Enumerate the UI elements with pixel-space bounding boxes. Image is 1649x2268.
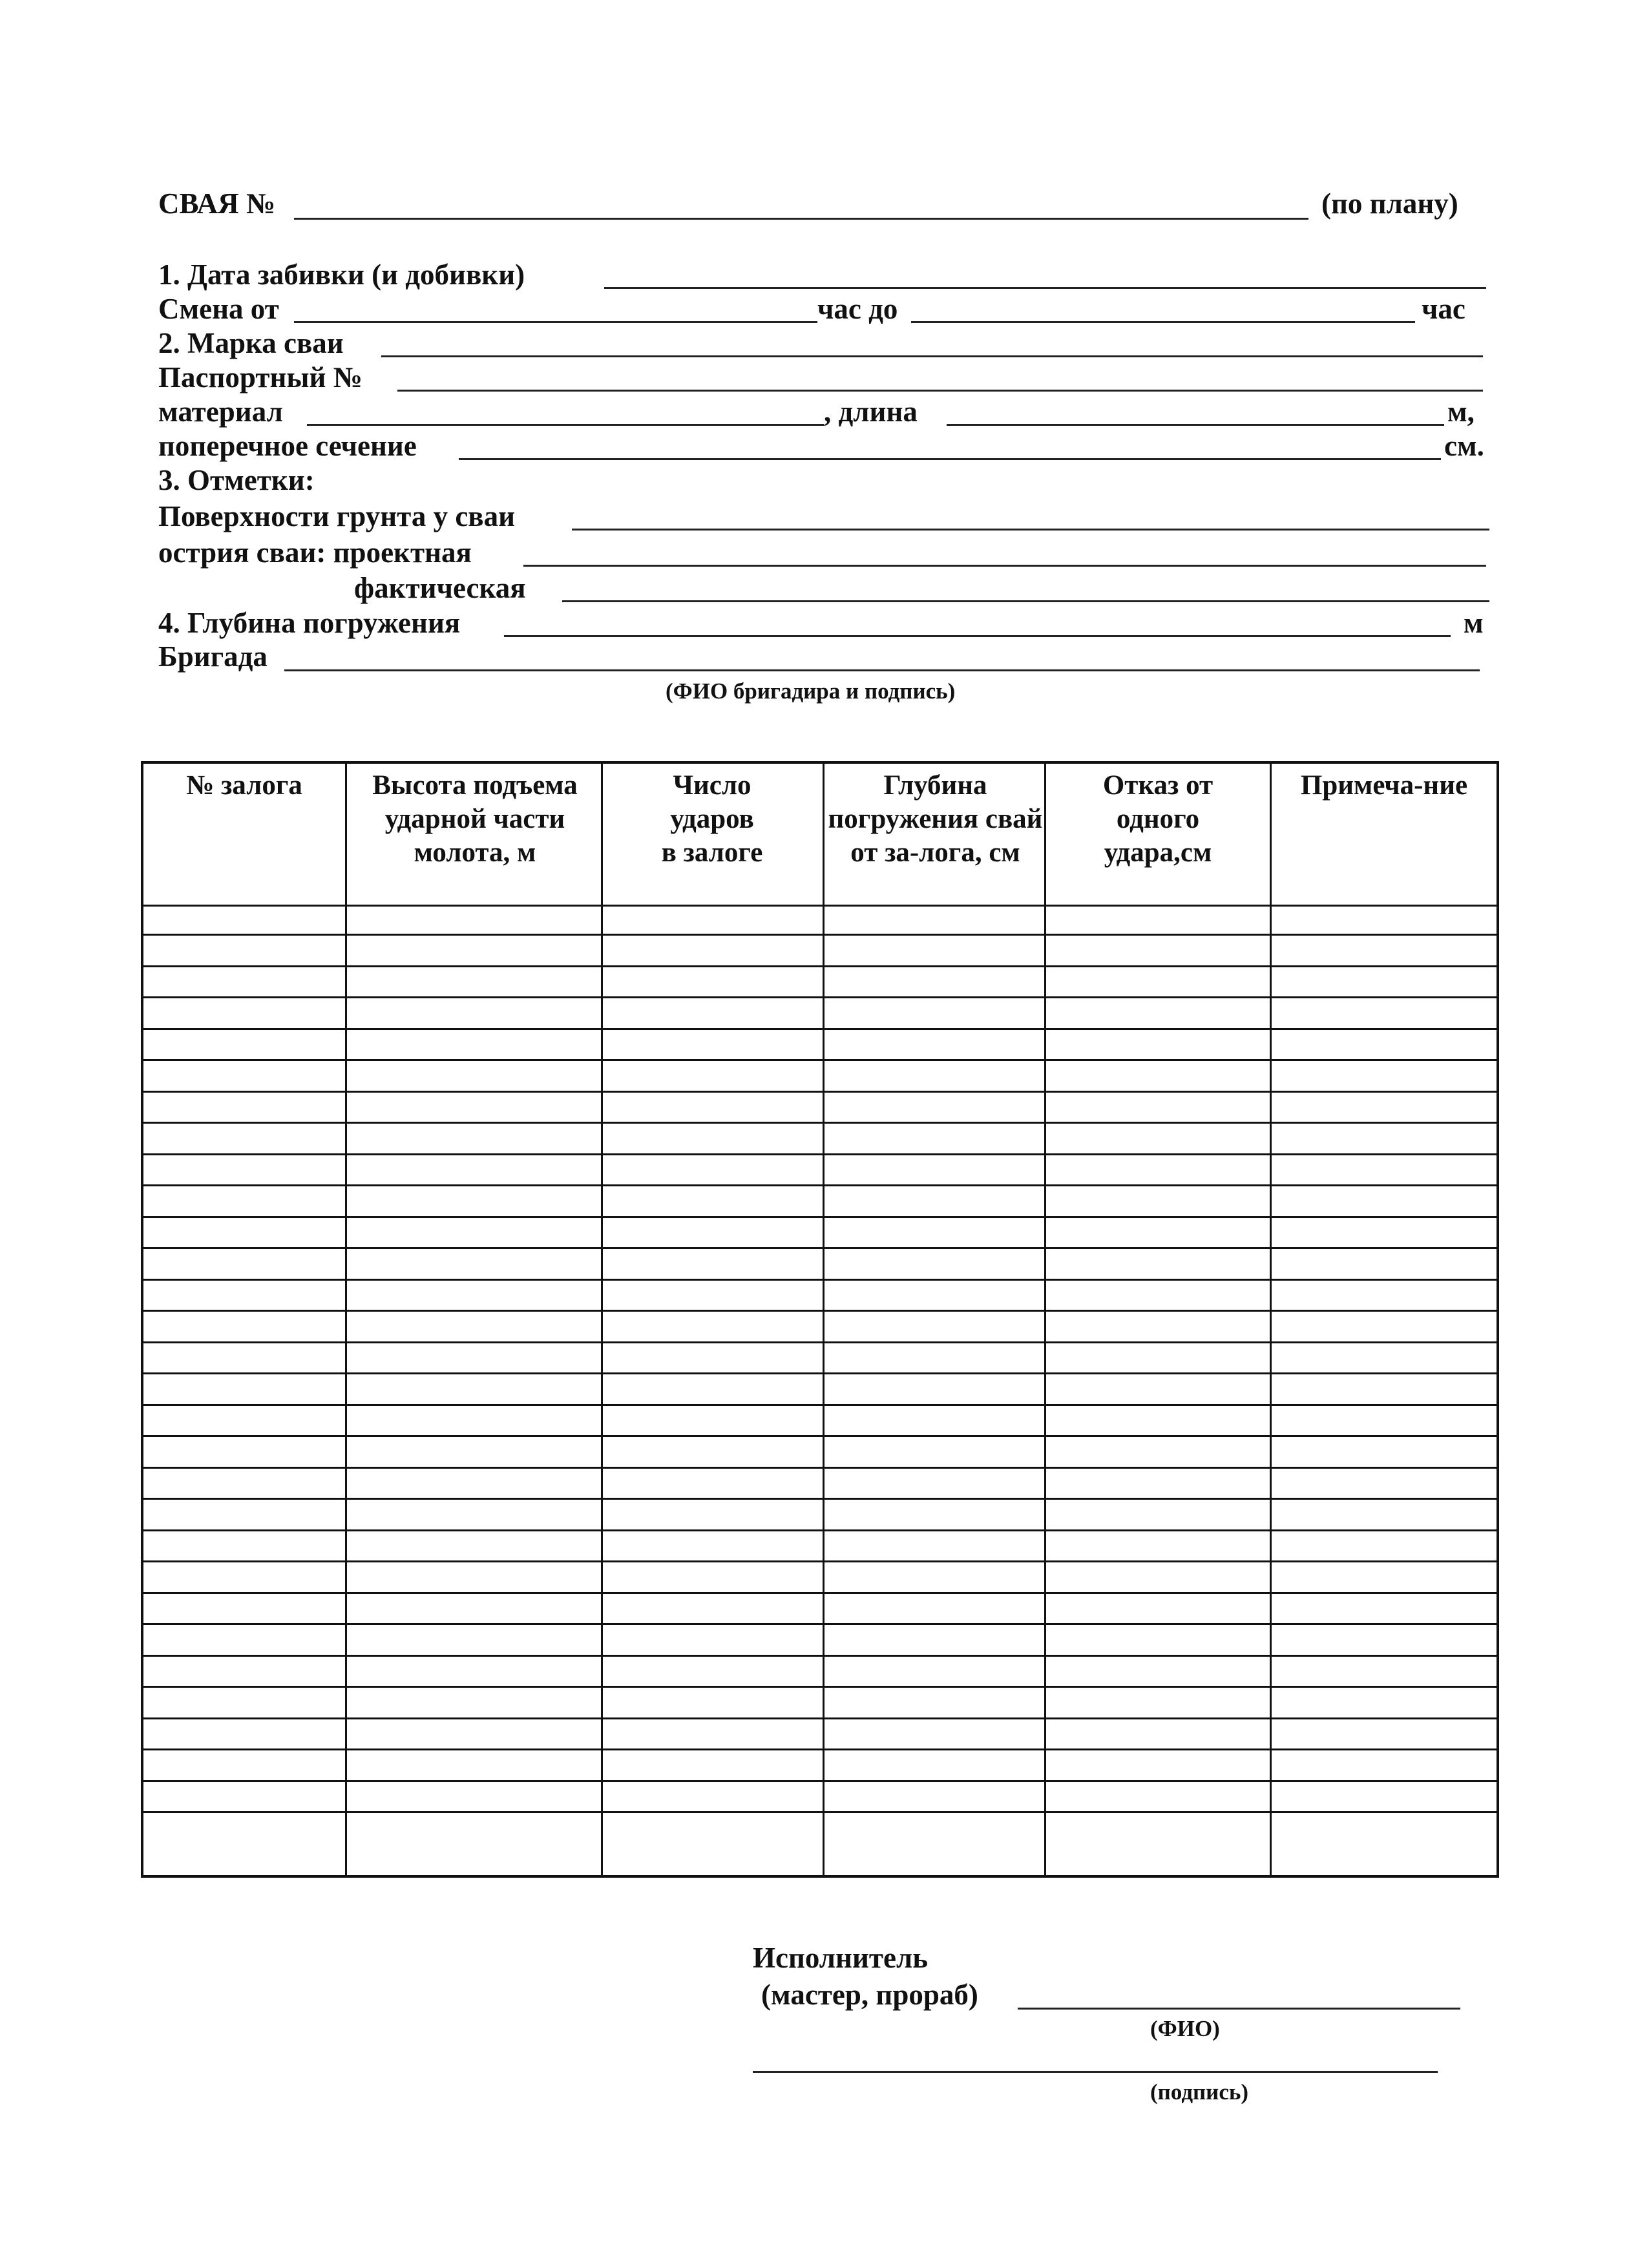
ground-field[interactable]: [572, 529, 1489, 530]
date-field[interactable]: [604, 287, 1486, 289]
depth-label: 4. Глубина погружения: [158, 607, 461, 639]
table-row[interactable]: [143, 1375, 1497, 1406]
table-row[interactable]: [143, 1751, 1497, 1782]
length-field[interactable]: [947, 424, 1444, 426]
table-row[interactable]: [143, 1626, 1497, 1657]
table-row[interactable]: [143, 905, 1497, 936]
table-row[interactable]: [143, 967, 1497, 998]
fio-field[interactable]: [1018, 2008, 1460, 2010]
table-row[interactable]: [143, 1187, 1497, 1218]
passport-label: Паспортный №: [158, 361, 362, 394]
table-row[interactable]: [143, 1688, 1497, 1719]
table-row[interactable]: [143, 1030, 1497, 1061]
pile-number-field[interactable]: [294, 218, 1308, 220]
executor-label: Исполнитель: [753, 1942, 929, 1974]
table-row[interactable]: [143, 1155, 1497, 1186]
hour-to-label: час до: [817, 293, 898, 325]
table-row[interactable]: [143, 1657, 1497, 1688]
header-load-number: № залога: [186, 770, 302, 801]
table-row[interactable]: [143, 1469, 1497, 1500]
brand-field[interactable]: [381, 355, 1483, 357]
date-label: 1. Дата забивки (и добивки): [158, 258, 525, 291]
brand-label: 2. Марка сваи: [158, 327, 344, 359]
material-field[interactable]: [307, 424, 824, 426]
m-label: м: [1464, 607, 1484, 639]
table-row[interactable]: [143, 1093, 1497, 1124]
table-row[interactable]: [143, 999, 1497, 1030]
tip-design-label: острия сваи: проектная: [158, 536, 472, 569]
brigade-field[interactable]: [284, 669, 1480, 671]
brigade-label: Бригада: [158, 640, 268, 673]
m-comma-label: м,: [1447, 395, 1475, 428]
table-row[interactable]: [143, 1218, 1497, 1249]
signature-caption: (подпись): [1150, 2079, 1249, 2105]
section-field[interactable]: [459, 458, 1441, 460]
section-label: поперечное сечение: [158, 430, 417, 462]
header-ram-lift-height: Высота подъема ударной части молота, м: [372, 770, 578, 868]
brigade-caption: (ФИО бригадира и подпись): [666, 678, 956, 704]
table-row[interactable]: [143, 1250, 1497, 1281]
marks-label: 3. Отметки:: [158, 464, 315, 496]
table-row[interactable]: [143, 1124, 1497, 1155]
table-row[interactable]: [143, 936, 1497, 967]
passport-field[interactable]: [397, 390, 1483, 392]
shift-from-label: Смена от: [158, 293, 279, 325]
depth-field[interactable]: [504, 635, 1451, 637]
table-row[interactable]: [143, 1531, 1497, 1562]
table-row[interactable]: [143, 1281, 1497, 1312]
table-row[interactable]: [143, 1594, 1497, 1625]
master-label: (мастер, прораб): [761, 1979, 978, 2011]
table-row[interactable]: [143, 1343, 1497, 1374]
material-label: материал: [158, 395, 283, 428]
header-blow-count: Число ударов в залоге: [661, 770, 763, 868]
fio-caption: (ФИО): [1150, 2016, 1220, 2041]
header-set-per-blow: Отказ от одного удара,см: [1102, 770, 1213, 868]
ground-label: Поверхности грунта у сваи: [158, 500, 516, 532]
table-row[interactable]: [143, 1406, 1497, 1437]
table-row[interactable]: [143, 1563, 1497, 1594]
table-row[interactable]: [143, 1782, 1497, 1813]
header-notes: Примеча-ние: [1300, 770, 1468, 801]
table-row[interactable]: [143, 1438, 1497, 1469]
signature-field[interactable]: [753, 2071, 1438, 2073]
table-row[interactable]: [143, 1312, 1497, 1343]
pile-number-label: СВАЯ №: [158, 187, 276, 220]
length-label: , длина: [824, 395, 918, 428]
tip-actual-field[interactable]: [562, 600, 1489, 602]
cm-label: см.: [1444, 430, 1484, 462]
tip-design-field[interactable]: [523, 565, 1486, 567]
table-row[interactable]: [143, 1719, 1497, 1750]
by-plan-label: (по плану): [1321, 187, 1458, 220]
table-row[interactable]: [143, 1500, 1497, 1531]
shift-to-field[interactable]: [911, 321, 1415, 323]
header-penetration-depth: Глубина погружения свай от за-лога, см: [828, 770, 1043, 868]
hour-label: час: [1422, 293, 1465, 325]
shift-from-field[interactable]: [294, 321, 817, 323]
table-row[interactable]: [143, 1062, 1497, 1093]
tip-actual-label: фактическая: [354, 572, 526, 604]
driving-log-table: [141, 761, 1499, 1878]
